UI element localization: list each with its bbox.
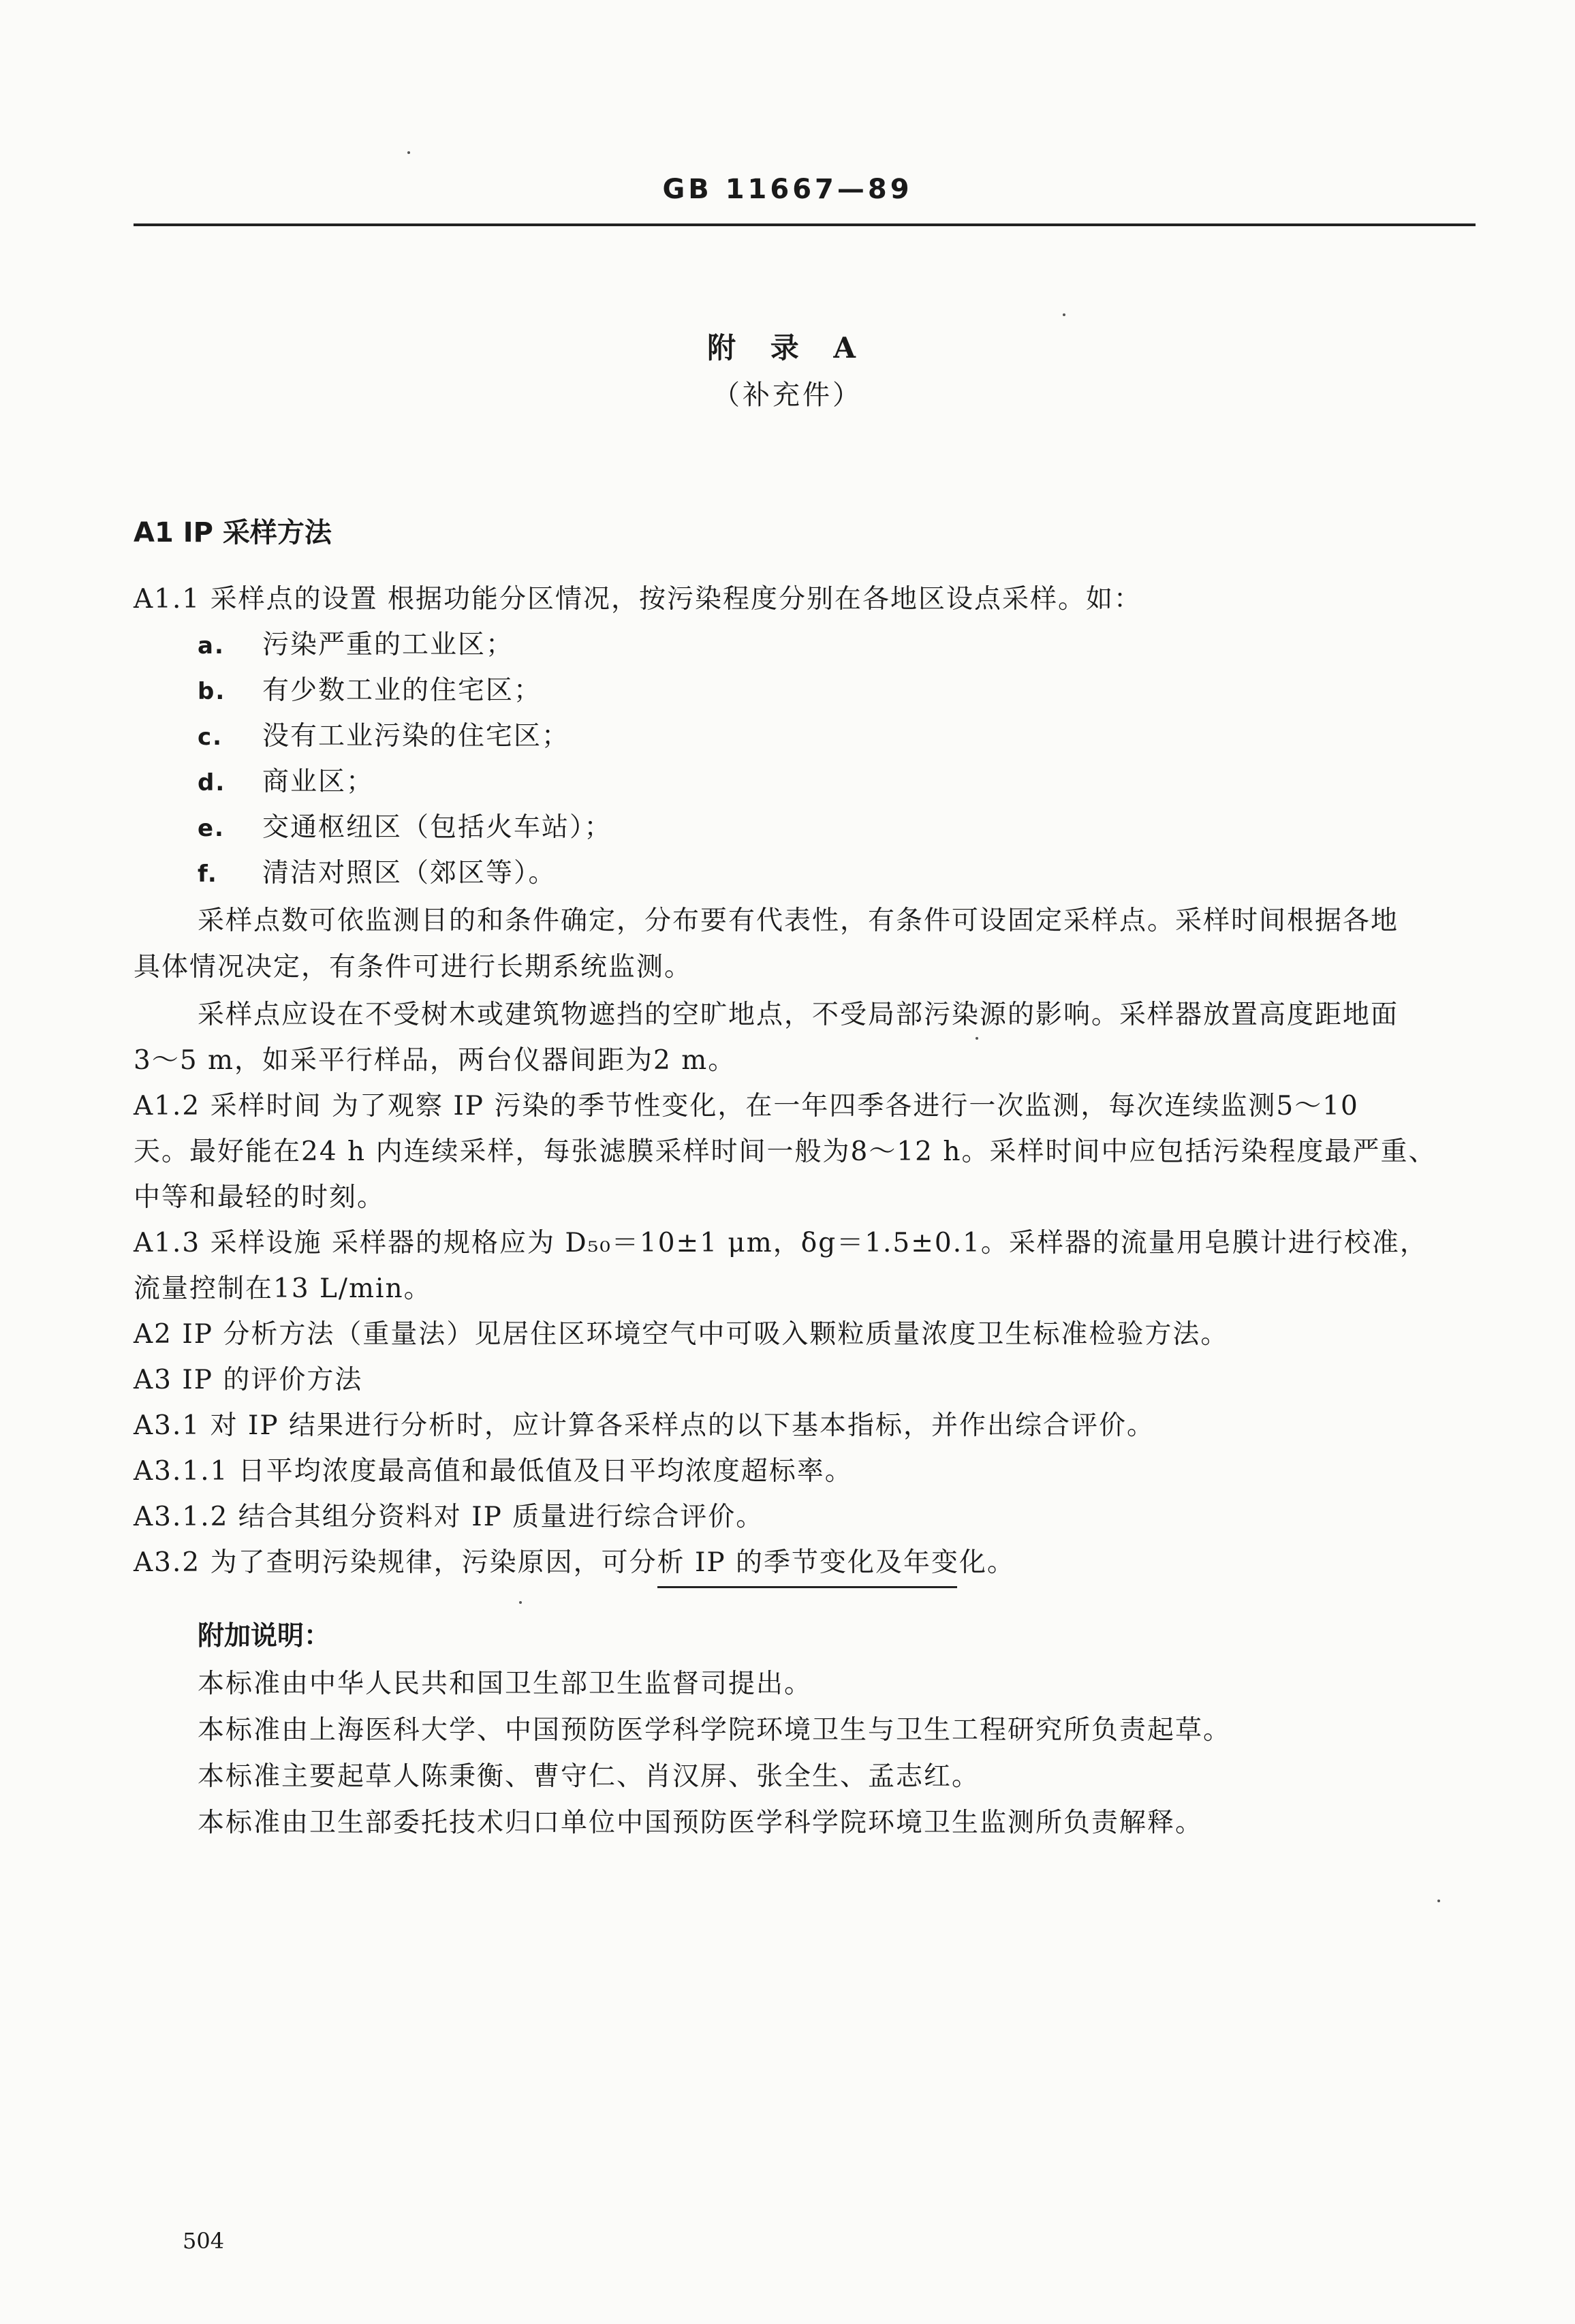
scan-speck: [407, 151, 410, 154]
note-line: 本标准主要起草人陈秉衡、曹守仁、肖汉屏、张全生、孟志红。: [198, 1761, 980, 1792]
scan-speck: [519, 1601, 522, 1604]
scan-speck: [1437, 1900, 1440, 1902]
page-number: 504: [183, 2228, 225, 2254]
note-line: 本标准由卫生部委托技术归口单位中国预防医学科学院环境卫生监测所负责解释。: [198, 1808, 1204, 1838]
list-item: [198, 806, 612, 844]
list-item-text: 污染严重的工业区；: [262, 630, 514, 660]
list-item-mark: c.: [198, 724, 223, 751]
list-item-text: 没有工业污染的住宅区；: [262, 721, 570, 752]
appendix-title: 附 录 A: [707, 331, 868, 365]
notes-heading: 附加说明：: [198, 1621, 331, 1652]
list-item-mark: f.: [198, 861, 218, 888]
a1-2-line: 天。最好能在24 h 内连续采样，每张滤膜采样时间一般为8～12 h。采样时间中应包括污染程度最严重、: [134, 1136, 1437, 1167]
section-a2: A2 IP 分析方法（重量法）见居住区环境空气中可吸入颗粒质量浓度卫生标准检验方法。: [134, 1319, 1229, 1350]
list-item-text: 清洁对照区（郊区等）。: [262, 858, 557, 888]
a3-2: A3.2 为了查明污染规律，污染原因，可分析 IP 的季节变化及年变化。: [134, 1547, 1016, 1578]
a1-1-intro: A1.1 采样点的设置 根据功能分区情况，按污染程度分别在各地区设点采样。如：: [134, 584, 1142, 615]
list-item-mark: a.: [198, 632, 225, 660]
list-item: [198, 623, 514, 662]
list-item-mark: e.: [198, 815, 225, 842]
standard-code-header: GB 11667—89: [662, 174, 913, 205]
a3-1: A3.1 对 IP 结果进行分析时，应计算各采样点的以下基本指标，并作出综合评价。: [134, 1410, 1155, 1441]
a1-3-line: A1.3 采样设施 采样器的规格应为 D₅₀＝10±1 μm，δg＝1.5±0.1。采样器的流量用皂膜计进行校准，: [134, 1228, 1428, 1258]
list-item: [198, 852, 557, 890]
section-a3-heading: A3 IP 的评价方法: [134, 1365, 363, 1395]
scan-speck: [976, 1037, 978, 1040]
paragraph-line: 具体情况决定，有条件可进行长期系统监测。: [134, 952, 693, 982]
a1-2-line: A1.2 采样时间 为了观察 IP 污染的季节性变化，在一年四季各进行一次监测，每次连续监测5～10: [134, 1091, 1359, 1121]
list-item-mark: d.: [198, 769, 226, 796]
section-divider: [657, 1586, 957, 1588]
appendix-subtitle: （补充件）: [713, 379, 862, 411]
paragraph-line: 3～5 m，如采平行样品，两台仪器间距为2 m。: [134, 1045, 736, 1076]
paragraph-line: 采样点数可依监测目的和条件确定，分布要有代表性，有条件可设固定采样点。采样时间根据各地: [198, 905, 1399, 936]
list-item-text: 有少数工业的住宅区；: [262, 675, 542, 706]
list-item: [198, 669, 542, 707]
a1-2-line: 中等和最轻的时刻。: [134, 1182, 386, 1213]
note-line: 本标准由上海医科大学、中国预防医学科学院环境卫生与卫生工程研究所负责起草。: [198, 1715, 1232, 1746]
list-item-text: 交通枢纽区（包括火车站）；: [262, 812, 612, 843]
a1-3-line: 流量控制在13 L/min。: [134, 1273, 432, 1304]
note-line: 本标准由中华人民共和国卫生部卫生监督司提出。: [198, 1669, 813, 1699]
list-item-mark: b.: [198, 678, 226, 705]
a3-1-2: A3.1.2 结合其组分资料对 IP 质量进行综合评价。: [134, 1502, 764, 1532]
header-rule: [134, 223, 1476, 226]
section-a1-heading: A1 IP 采样方法: [134, 517, 332, 548]
list-item: [198, 715, 570, 753]
scan-speck: [1063, 313, 1065, 316]
list-item: [198, 760, 374, 799]
list-item-text: 商业区；: [262, 766, 375, 797]
paragraph-line: 采样点应设在不受树木或建筑物遮挡的空旷地点，不受局部污染源的影响。采样器放置高度距地面: [198, 1000, 1399, 1030]
a3-1-1: A3.1.1 日平均浓度最高值和最低值及日平均浓度超标率。: [134, 1456, 853, 1487]
